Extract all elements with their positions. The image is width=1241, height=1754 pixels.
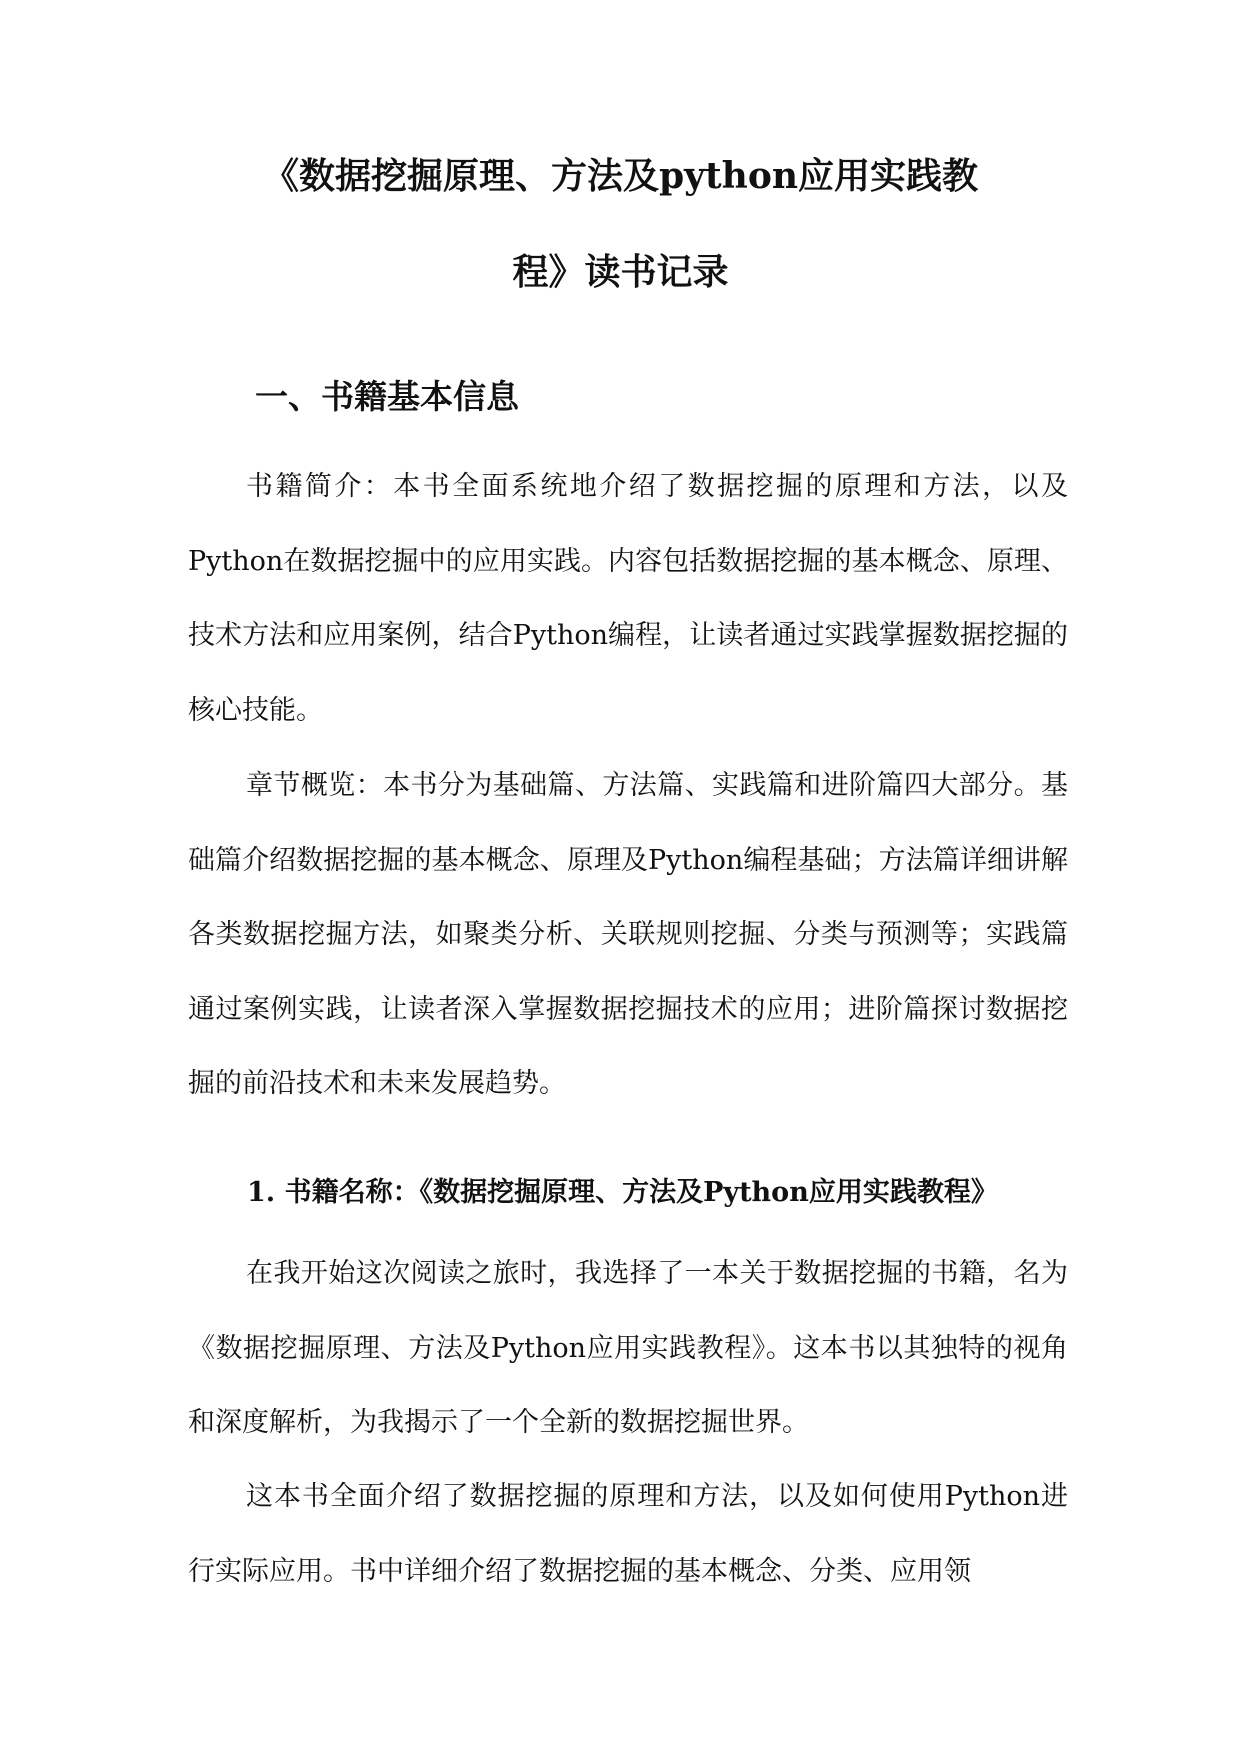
paragraph-book-intro: 书籍简介：本书全面系统地介绍了数据挖掘的原理和方法，以及Python在数据挖掘中的应用实践。内容包括数据挖掘的基本概念、原理、技术方法和应用案例，结合Python编程，让读者通过实践掌握数据挖掘的核心技能。	[188, 471, 1068, 726]
paragraph-reading-start: 在我开始这次阅读之旅时，我选择了一本关于数据挖掘的书籍，名为《数据挖掘原理、方法及Python应用实践教程》。这本书以其独特的视角和深度解析，为我揭示了一个全新的数据挖掘世界。	[188, 1258, 1068, 1438]
document-title-line-1: 《数据挖掘原理、方法及python应用实践教	[262, 155, 979, 197]
section-heading-basic-info: 一、书籍基本信息	[255, 377, 519, 416]
subsection-heading-book-name: 1. 书籍名称：《数据挖掘原理、方法及Python应用实践教程》	[247, 1177, 998, 1208]
document-title-line-2: 程》读书记录	[512, 251, 729, 293]
paragraph-chapter-overview: 章节概览：本书分为基础篇、方法篇、实践篇和进阶篇四大部分。基础篇介绍数据挖掘的基本概念、原理及Python编程基础；方法篇详细讲解各类数据挖掘方法，如聚类分析、关联规则挖掘、分类与预测等；实践篇通过案例实践，让读者深入掌握数据挖掘技术的应用；进阶篇探讨数据挖掘的前沿技术和未来发展趋势。	[188, 770, 1068, 1099]
paragraph-book-content: 这本书全面介绍了数据挖掘的原理和方法，以及如何使用Python进行实际应用。书中详细介绍了数据挖掘的基本概念、分类、应用领	[188, 1481, 1068, 1587]
